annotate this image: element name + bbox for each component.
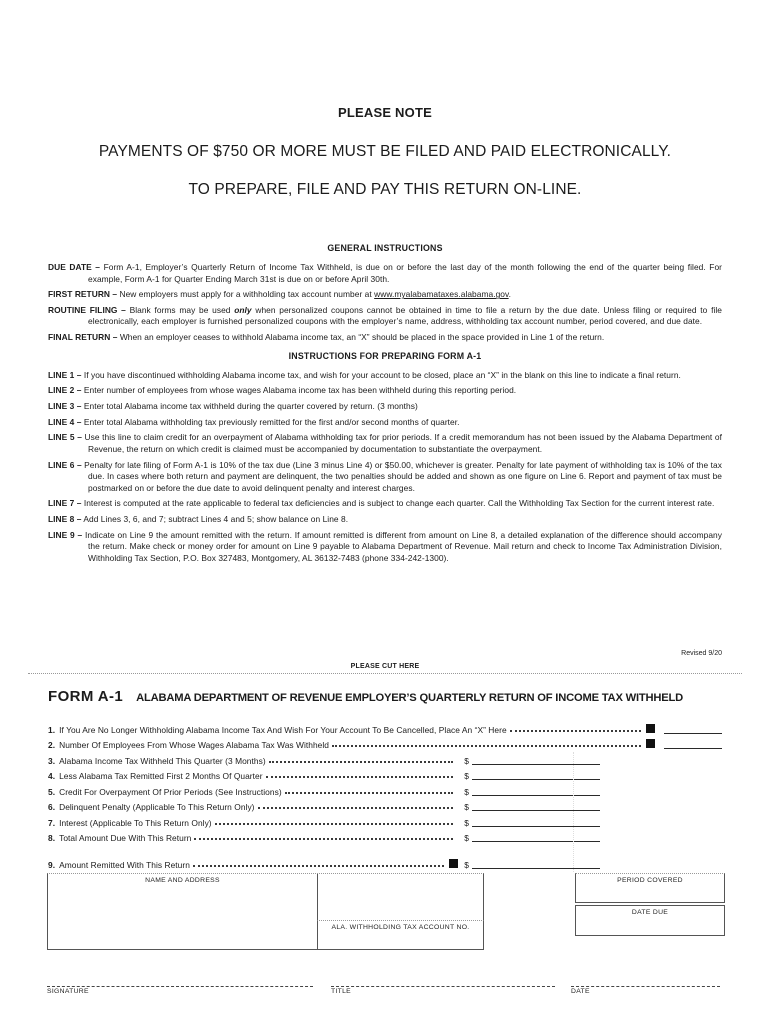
dollar-sign: $ [464, 755, 469, 766]
line-number: 6. [48, 802, 56, 812]
dollar-sign: $ [464, 817, 469, 828]
instruction-line-9 [48, 530, 722, 565]
dot-leader [285, 792, 454, 794]
form-line-7 [48, 812, 722, 828]
fold-mark-line [573, 752, 574, 872]
line-number: 9. [48, 859, 56, 870]
instruction-label: LINE 8 – [48, 513, 82, 524]
date-due-box[interactable] [575, 905, 725, 936]
general-instructions-heading: GENERAL INSTRUCTIONS [327, 243, 443, 253]
line-text: Number Of Employees From Whose Wages Alabama Tax Was Withheld [59, 740, 329, 750]
instruction-first-return [48, 289, 722, 301]
dollar-sign: $ [464, 859, 469, 870]
name-address-box[interactable] [47, 873, 484, 950]
signature-field [47, 979, 313, 995]
form-number: FORM A-1 [48, 688, 124, 705]
line-9-amount-blank[interactable] [472, 867, 600, 869]
line-number: 7. [48, 817, 56, 828]
form-line-5 [48, 781, 722, 797]
instruction-label: LINE 6 – [48, 459, 82, 470]
entry-marker-square [646, 724, 655, 733]
instruction-text: Indicate on Line 9 the amount remitted with the return. If amount remitted is different from amount on Line 8, a detailed explanation of the difference should accompany the return. Make check or money order for amount on Line 9 payable to Alabama Department of Revenue. Mail return and check to Income Tax Administration Division, Withholding Tax Section, P.O. Box 327483, Montgomery, AL 36132-7483 (phone 334-242-1300). [85, 529, 722, 563]
instruction-label: LINE 2 – [48, 385, 82, 396]
instruction-label: ROUTINE FILING – [48, 304, 126, 315]
form-line-6 [48, 797, 722, 813]
line-number: 2. [48, 740, 56, 750]
line-text: Delinquent Penalty (Applicable To This Return Only) [59, 802, 255, 812]
signature-label: SIGNATURE [47, 988, 89, 995]
line-number: 3. [48, 755, 56, 766]
form-line-8 [48, 828, 722, 844]
line-8-amount-blank[interactable] [472, 840, 600, 842]
preparing-instructions-heading: INSTRUCTIONS FOR PREPARING FORM A-1 [288, 350, 482, 361]
name-address-label: NAME AND ADDRESS [145, 877, 220, 884]
title-label: TITLE [331, 988, 352, 995]
instruction-text: Blank forms may be used [129, 304, 231, 315]
dollar-sign: $ [464, 833, 469, 843]
instruction-text: . [508, 289, 512, 300]
instruction-text: Use this line to claim credit for an overpayment of Alabama withholding tax for prior periods. If a credit memorandum has not been issued by the Alabama Department of Revenue, the return on which credit is claimed must be accompanied by documentation to substantiate the overpayment. [84, 432, 722, 454]
instruction-text: Interest is computed at the rate applicable to federal tax deficiencies and is subject to change each quarter. Call the Withholding Tax Section for the current interest rate. [83, 498, 715, 509]
withholding-account-label: ALA. WITHHOLDING TAX ACCOUNT NO. [331, 924, 470, 931]
instruction-text: Enter total Alabama withholding tax previously remitted for the first and/or second months of quarter. [83, 416, 460, 427]
dot-leader [194, 838, 453, 840]
title-line[interactable] [331, 979, 555, 987]
line-3-amount-blank[interactable] [472, 763, 600, 765]
period-covered-label: PERIOD COVERED [617, 877, 683, 884]
dot-leader [510, 730, 641, 732]
form-line-3 [48, 750, 722, 766]
date-label: DATE [571, 988, 590, 995]
instruction-line-8 [48, 514, 722, 526]
instruction-text: Add Lines 3, 6, and 7; subtract Lines 4 and 5; show balance on Line 8. [83, 513, 349, 524]
dot-leader [332, 745, 641, 747]
instruction-label: LINE 5 – [48, 432, 82, 443]
line-number: 8. [48, 833, 56, 843]
instruction-line-2 [48, 385, 722, 397]
instruction-line-3 [48, 401, 722, 413]
instruction-line-5 [48, 432, 722, 455]
period-covered-box[interactable] [575, 873, 725, 903]
instruction-line-4 [48, 417, 722, 429]
notice-online-line: TO PREPARE, FILE AND PAY THIS RETURN ON-LINE. [188, 181, 582, 198]
form-line-1 [48, 719, 722, 735]
instruction-line-6 [48, 460, 722, 495]
instruction-text: If you have discontinued withholding Alabama income tax, and wish for your account to be closed, place an “X” in the blank on this line to indicate a final return. [83, 369, 681, 380]
title-field [331, 979, 555, 995]
instruction-routine-filing [48, 305, 722, 328]
instruction-due-date [48, 262, 722, 285]
instruction-label: LINE 1 – [48, 369, 82, 380]
line-1-final-return-blank[interactable] [664, 732, 722, 734]
dollar-sign: $ [464, 786, 469, 797]
instruction-text: Penalty for late filing of Form A-1 is 10% of the tax due (Line 3 minus Line 4) or $50.00, whichever is greater. Penalty for late payment of withholding tax is 10% of the tax due. In cases where both return and payment are delinquent, the two penalties should be added and shown as one figure on Line 6. Report and payment of tax must be postmarked on or before the due date to avoid delinquent penalty and interest charges. [84, 459, 722, 493]
cut-here-label: PLEASE CUT HERE [350, 663, 420, 670]
line-4-amount-blank[interactable] [472, 778, 600, 780]
form-title: ALABAMA DEPARTMENT OF REVENUE EMPLOYER’S QUARTERLY RETURN OF INCOME TAX WITHHELD [136, 692, 684, 704]
line-text: Interest (Applicable To This Return Only) [59, 817, 212, 828]
perforation-dotted-line [28, 673, 742, 674]
notice-title: PLEASE NOTE [338, 105, 432, 120]
withholding-account-box[interactable] [317, 920, 484, 950]
line-text: Credit For Overpayment Of Prior Periods (See Instructions) [59, 786, 282, 797]
line-text: Less Alabama Tax Remitted First 2 Months Of Quarter [59, 771, 263, 781]
date-field [571, 979, 720, 995]
instruction-label: LINE 3 – [48, 400, 82, 411]
instruction-line-1 [48, 370, 722, 382]
revision-date: Revised 9/20 [681, 650, 722, 657]
instruction-line-7 [48, 498, 722, 510]
entry-marker-square [646, 739, 655, 748]
instruction-label: LINE 7 – [48, 498, 82, 509]
instruction-text: when personalized coupons cannot be obtained in time to file a return by the due date. Unless filing or required to file electronically, each employer is furnished personalized coupons with the employer’s name, address, withholding tax account number, period covered, and due date. [88, 304, 722, 327]
line-text: If You Are No Longer Withholding Alabama Income Tax And Wish For Your Account To Be Cancelled, Place An “X” Here [59, 724, 507, 735]
emphasis-only: only [234, 304, 252, 315]
instruction-text: New employers must apply for a withholding tax account number at [119, 289, 372, 300]
instruction-text: Form A-1, Employer’s Quarterly Return of Income Tax Withheld, is due on or before the last day of the month following the end of the quarter being filed. For example, Form A-1 for Quarter Ending March 31st is due on or before April 30th. [88, 262, 723, 284]
date-line[interactable] [571, 979, 720, 987]
website-link[interactable]: www.myalabamataxes.alabama.gov [374, 289, 509, 300]
dot-leader [266, 776, 454, 778]
instruction-final-return [48, 332, 722, 344]
instruction-label: DUE DATE – [48, 262, 101, 272]
line-number: 5. [48, 786, 56, 797]
entry-marker-square [449, 859, 458, 868]
line-6-amount-blank[interactable] [472, 809, 600, 811]
form-line-9 [48, 854, 722, 870]
name-address-cell[interactable] [48, 874, 317, 949]
instruction-text: When an employer ceases to withhold Alabama income tax, an “X” should be placed in the space provided in Line 1 of the return. [119, 332, 605, 343]
dot-leader [193, 865, 444, 867]
instruction-label: FINAL RETURN – [48, 332, 118, 343]
line-text: Alabama Income Tax Withheld This Quarter (3 Months) [59, 755, 266, 766]
instruction-text: Enter number of employees from whose wages Alabama income tax has been withheld during this reporting period. [83, 385, 517, 396]
instruction-label: LINE 4 – [48, 416, 82, 427]
dot-leader [269, 761, 454, 763]
line-7-amount-blank[interactable] [472, 825, 600, 827]
line-5-amount-blank[interactable] [472, 794, 600, 796]
dollar-sign: $ [464, 771, 469, 781]
date-due-label: DATE DUE [631, 909, 669, 916]
dollar-sign: $ [464, 802, 469, 812]
dot-leader [258, 807, 454, 809]
instruction-label: LINE 9 – [48, 529, 83, 540]
signature-line[interactable] [47, 979, 313, 987]
dot-leader [215, 823, 454, 825]
form-line-2 [48, 735, 722, 751]
form-line-4 [48, 766, 722, 782]
instruction-text: Enter total Alabama income tax withheld during the quarter covered by return. (3 months) [83, 400, 418, 411]
line-2-employees-blank[interactable] [664, 747, 722, 749]
line-text: Amount Remitted With This Return [59, 859, 190, 870]
instruction-label: FIRST RETURN – [48, 289, 118, 300]
line-text: Total Amount Due With This Return [59, 833, 192, 843]
notice-payments-line: PAYMENTS OF $750 OR MORE MUST BE FILED AND PAID ELECTRONICALLY. [98, 143, 672, 160]
line-number: 1. [48, 724, 56, 735]
line-number: 4. [48, 771, 56, 781]
